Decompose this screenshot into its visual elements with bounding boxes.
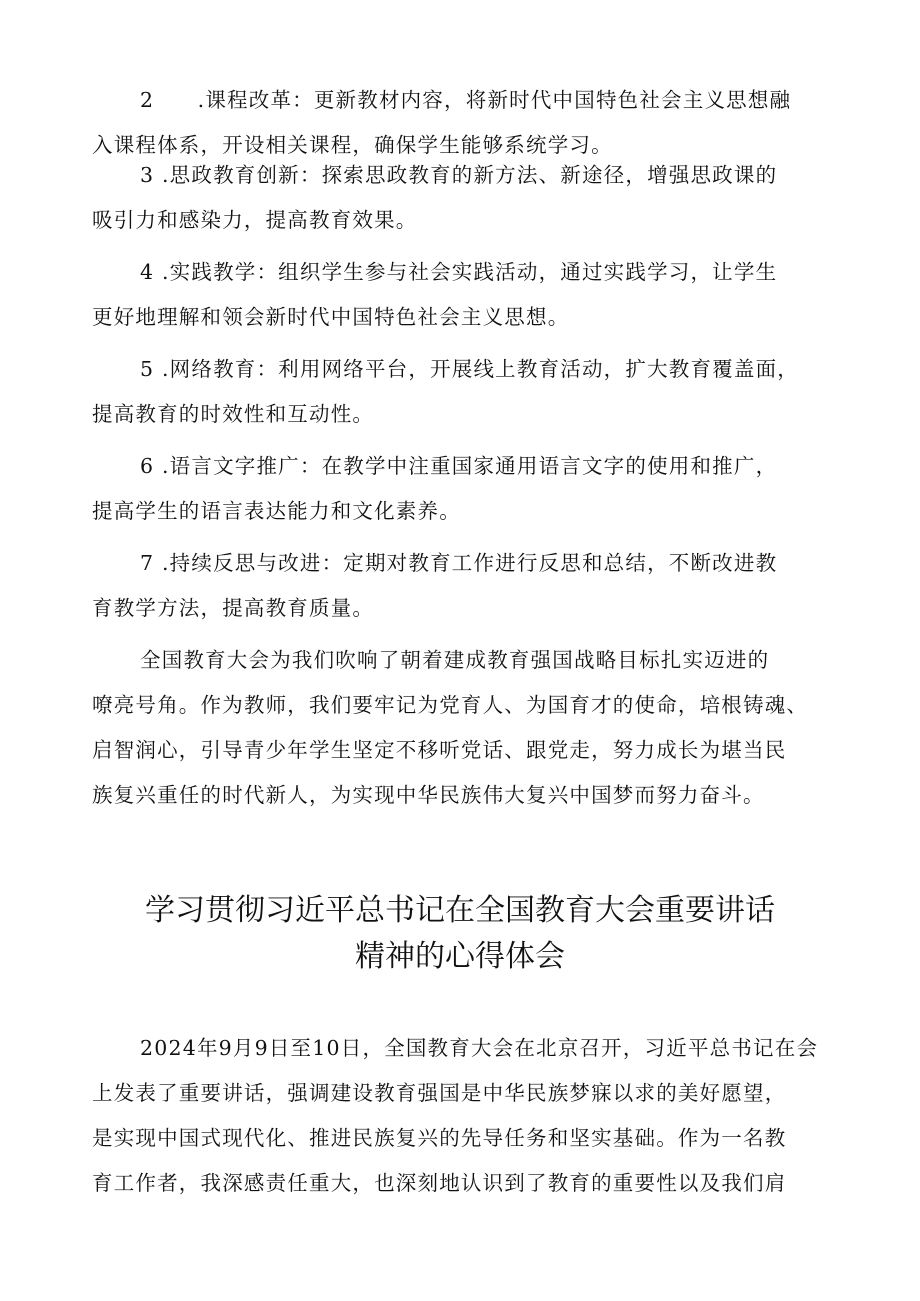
intro-paragraph bbox=[92, 1026, 832, 1206]
title-line: 精神的心得体会 bbox=[355, 939, 565, 974]
conclusion-paragraph bbox=[92, 638, 832, 818]
paragraph-line: 是实现中国式现代化、推进民族复兴的先导任务和坚实基础。作为一名教 bbox=[92, 1126, 787, 1150]
paragraph-line: 族复兴重任的时代新人，为实现中华民族伟大复兴中国梦而努力奋斗。 bbox=[92, 783, 765, 807]
list-item-line: 3 .思政教育创新：探索思政教育的新方法、新途径，增强思政课的 bbox=[140, 163, 778, 187]
title-line: 学习贯彻习近平总书记在全国教育大会重要讲话 bbox=[145, 893, 775, 928]
paragraph-line: 上发表了重要讲话，强调建设教育强国是中华民族梦寐以求的美好愿望， bbox=[92, 1081, 787, 1105]
list-item-line: 更好地理解和领会新时代中国特色社会主义思想。 bbox=[92, 305, 570, 329]
list-item-line: 提高教育的时效性和互动性。 bbox=[92, 402, 375, 426]
list-item-reflection-improvement bbox=[92, 541, 832, 631]
list-item-line: 育教学方法，提高教育质量。 bbox=[92, 596, 375, 620]
list-item-line: 入课程体系，开设相关课程，确保学生能够系统学习。 bbox=[92, 133, 613, 157]
paragraph-line: 嘹亮号角。作为教师，我们要牢记为党育人、为国育才的使命，培根铸魂、 bbox=[92, 693, 809, 717]
list-item-line: 4 .实践教学：组织学生参与社会实践活动，通过实践学习，让学生 bbox=[140, 260, 778, 284]
list-item-language-promotion bbox=[92, 444, 832, 534]
list-item-practical-teaching bbox=[92, 250, 832, 340]
paragraph-line: 育工作者，我深感责任重大，也深刻地认识到了教育的重要性以及我们肩 bbox=[92, 1171, 787, 1195]
list-item-line: 6 .语言文字推广：在教学中注重国家通用语言文字的使用和推广， bbox=[140, 454, 778, 478]
list-item-line: 2 .课程改革：更新教材内容，将新时代中国特色社会主义思想融 bbox=[140, 88, 792, 112]
list-item-ideological-innovation bbox=[92, 153, 832, 243]
list-item-line: 5 .网络教育：利用网络平台，开展线上教育活动，扩大教育覆盖面， bbox=[140, 357, 799, 381]
list-item-line: 7 .持续反思与改进：定期对教育工作进行反思和总结，不断改进教 bbox=[140, 551, 778, 575]
list-item-online-education bbox=[92, 347, 832, 437]
article-title bbox=[60, 888, 860, 980]
paragraph-line: 全国教育大会为我们吹响了朝着建成教育强国战略目标扎实迈进的 bbox=[140, 648, 770, 672]
paragraph-line: 2024年9月9日至10日，全国教育大会在北京召开，习近平总书记在会 bbox=[140, 1036, 819, 1060]
list-item-line: 提高学生的语言表达能力和文化素养。 bbox=[92, 499, 461, 523]
list-item-line: 吸引力和感染力，提高教育效果。 bbox=[92, 208, 418, 232]
paragraph-line: 启智润心，引导青少年学生坚定不移听党话、跟党走，努力成长为堪当民 bbox=[92, 738, 787, 762]
